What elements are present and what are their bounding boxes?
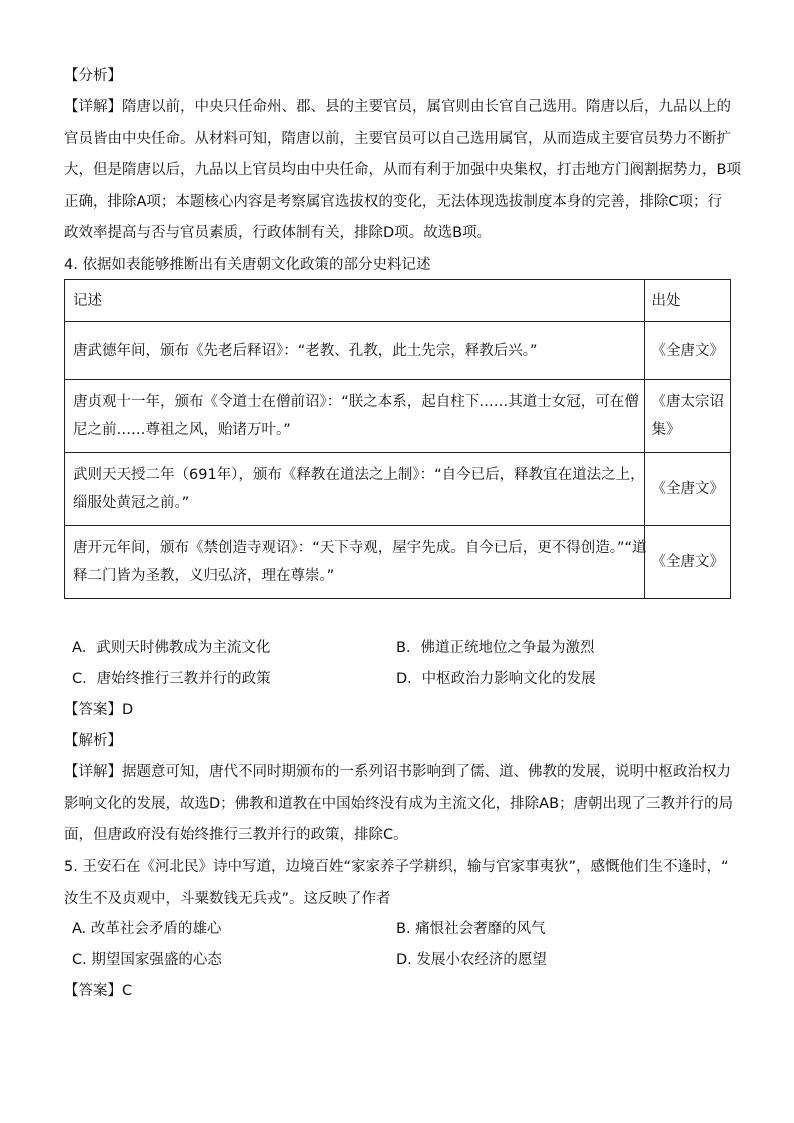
detail-line: 面，但唐政府没有始终推行三教并行的政策，排除C。 [64,827,408,843]
source-text: 集》 [651,422,681,438]
source-text: 《全唐文》 [651,554,724,570]
source-cell [645,380,731,453]
record-cell [65,322,645,380]
q5-option-d[interactable]: D. 发展小农经济的愿望 [396,952,547,968]
analysis-heading: 【分析】 [64,68,122,84]
record-text: 武则天天授二年（691年），颁布《释教在道法之上制》：“自今已后，释教宜在道法之上， [73,467,645,483]
record-text: 尼之前……尊祖之风，贻诸万叶。” [73,422,291,438]
q5-answer: 【答案】C [64,983,133,999]
q4-option-d[interactable]: D．中枢政治力影响文化的发展 [396,671,596,687]
q4-detail [64,757,734,852]
table-row [65,526,731,599]
q5-option-c[interactable]: C. 期望国家强盛的心态 [72,952,222,968]
q4-option-a[interactable]: A．武则天时佛教成为主流文化 [72,640,271,656]
source-cell [645,526,731,599]
detail-line: 影响文化的发展，故选D；佛教和道教在中国始终没有成为主流文化，排除AB；唐朝出现了三教并行的局 [64,795,734,812]
q4-analysis-heading: 【解析】 [64,733,122,749]
record-cell [65,380,645,453]
stem-line: 汝生不及贞观中，斗粟数钱无兵戎”。这反映了作者 [64,890,391,907]
stem-line: 5. 王安石在《河北民》诗中写道，边境百姓“家家养子学耕织，输与官家事夷狄”，感慨他们生不逢时，“ [64,859,729,875]
source-text: 《全唐文》 [651,481,724,497]
source-text: 《唐太宗诏 [651,394,724,410]
record-text: 唐贞观十一年，颁布《令道士在僧前诏》：“朕之本系，起自柱下……其道士女冠，可在僧 [73,394,639,410]
q4-option-c[interactable]: C．唐始终推行三教并行的政策 [72,671,271,687]
detail-line: 【详解】隋唐以前，中央只任命州、郡、县的主要官员，属官则由长官自己选用。隋唐以后，九品以上的 [64,99,731,115]
detail-line: 【详解】据题意可知，唐代不同时期颁布的一系列诏书影响到了儒、道、佛教的发展，说明中枢政治权力 [64,764,731,780]
record-text: 唐开元年间，颁布《禁创造寺观诏》：“天下寺观，屋宇先成。自今已后，更不得创造。”“道 [73,540,647,556]
table-row [65,380,731,453]
source-table [64,279,731,599]
q5-option-a[interactable]: A. 改革社会矛盾的雄心 [72,921,222,937]
q5-option-b[interactable]: B. 痛恨社会奢靡的风气 [396,921,546,937]
source-cell [645,453,731,526]
q4-option-b[interactable]: B．佛道正统地位之争最为激烈 [396,640,595,656]
question-4-stem: 4. 依据如表能够推断出有关唐朝文化政策的部分史料记述 [64,257,431,273]
question-5-stem [64,852,730,915]
detail-line: 政效率提高与否与官员素质，行政体制有关，排除D项。故选B项。 [64,225,492,241]
record-cell [65,453,645,526]
q4-answer: 【答案】D [64,702,134,718]
table-row [65,453,731,526]
table-header-row [65,280,731,322]
detail-line: 官员皆由中央任命。从材料可知，隋唐以前，主要官员可以自己选用属官，从而造成主要官员势力不断扩 [64,130,731,147]
q3-detail [64,92,741,250]
record-text: 缁服处黄冠之前。” [73,495,190,511]
record-text: 唐武德年间，颁布《先老后释诏》：“老教、孔教，此土先宗，释教后兴。” [73,342,538,359]
source-text: 《全唐文》 [651,342,724,359]
detail-line: 正确，排除A项；本题核心内容是考察属官选拔权的变化，无法体现选拔制度本身的完善，排除C项；行 [64,193,723,210]
header-record: 记述 [65,280,645,322]
source-cell [645,322,731,380]
record-cell [65,526,645,599]
detail-line: 大，但是隋唐以后，九品以上官员均由中央任命，从而有利于加强中央集权，打击地方门阀割据势力，B项 [64,162,741,178]
header-source: 出处 [645,280,731,322]
table-row [65,322,731,380]
record-text: 释二门皆为圣教，义归弘济，理在尊崇。” [73,568,335,584]
